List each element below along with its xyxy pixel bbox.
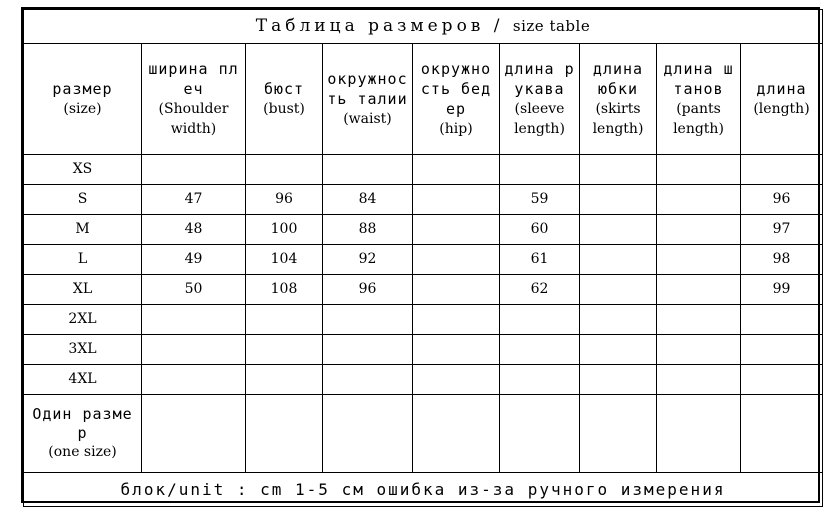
table-cell-shoulder: 47 bbox=[142, 185, 246, 215]
size-table-sheet bbox=[21, 7, 820, 503]
table-cell-shoulder bbox=[142, 305, 246, 335]
table-cell-sleeve: 59 bbox=[500, 185, 580, 215]
table-title-ru: Таблица размеров / bbox=[255, 16, 513, 36]
table-cell-length: 99 bbox=[741, 275, 823, 305]
table-cell-sleeve: 62 bbox=[500, 275, 580, 305]
header-hip: окружность бедер (hip) bbox=[413, 44, 500, 155]
table-cell-shoulder bbox=[142, 365, 246, 395]
table-cell-skirt bbox=[580, 245, 657, 275]
table-cell-length: 97 bbox=[741, 215, 823, 245]
table-row bbox=[24, 155, 823, 185]
header-skirt: длина юбки (skirts length) bbox=[580, 44, 657, 155]
table-cell-pants bbox=[657, 365, 741, 395]
table-cell-pants bbox=[657, 155, 741, 185]
table-cell-waist: 96 bbox=[323, 275, 413, 305]
table-cell-hip bbox=[413, 185, 500, 215]
table-row bbox=[24, 305, 823, 335]
header-size: размер (size) bbox=[24, 44, 142, 155]
table-cell-skirt bbox=[580, 335, 657, 365]
table-cell-bust: 96 bbox=[246, 185, 323, 215]
table-cell bbox=[741, 395, 823, 473]
table-cell-bust bbox=[246, 335, 323, 365]
size-label: 3XL bbox=[24, 335, 142, 365]
table-cell bbox=[580, 395, 657, 473]
table-cell-waist: 92 bbox=[323, 245, 413, 275]
table-cell-bust: 100 bbox=[246, 215, 323, 245]
table-row bbox=[24, 245, 823, 275]
header-waist: окружность талии (waist) bbox=[323, 44, 413, 155]
table-cell bbox=[246, 395, 323, 473]
table-row bbox=[24, 215, 823, 245]
table-cell-skirt bbox=[580, 305, 657, 335]
table-title bbox=[24, 10, 823, 44]
table-cell-bust bbox=[246, 365, 323, 395]
table-cell-waist: 84 bbox=[323, 185, 413, 215]
table-cell-sleeve bbox=[500, 305, 580, 335]
size-label: 2XL bbox=[24, 305, 142, 335]
table-cell-sleeve bbox=[500, 155, 580, 185]
table-cell-waist: 88 bbox=[323, 215, 413, 245]
table-cell-length: 96 bbox=[741, 185, 823, 215]
table-cell-sleeve bbox=[500, 335, 580, 365]
size-label: S bbox=[24, 185, 142, 215]
table-cell-length: 98 bbox=[741, 245, 823, 275]
table-cell-hip bbox=[413, 245, 500, 275]
table-cell-shoulder: 50 bbox=[142, 275, 246, 305]
table-cell-waist bbox=[323, 335, 413, 365]
table-cell-shoulder: 49 bbox=[142, 245, 246, 275]
table-cell-hip bbox=[413, 155, 500, 185]
table-cell-bust: 108 bbox=[246, 275, 323, 305]
table-cell-length bbox=[741, 365, 823, 395]
header-bust: бюст (bust) bbox=[246, 44, 323, 155]
table-cell-skirt bbox=[580, 365, 657, 395]
size-label: L bbox=[24, 245, 142, 275]
table-cell-length bbox=[741, 155, 823, 185]
table-cell-hip bbox=[413, 335, 500, 365]
table-cell-shoulder: 48 bbox=[142, 215, 246, 245]
table-cell-length bbox=[741, 305, 823, 335]
table-row bbox=[24, 185, 823, 215]
table-row bbox=[24, 335, 823, 365]
table-cell-bust: 104 bbox=[246, 245, 323, 275]
table-cell-pants bbox=[657, 185, 741, 215]
table-cell-sleeve: 61 bbox=[500, 245, 580, 275]
size-label: 4XL bbox=[24, 365, 142, 395]
table-footer-note: блок/unit : cm 1-5 см ошибка из-за ручного измерения bbox=[24, 473, 823, 507]
table-cell bbox=[323, 395, 413, 473]
table-cell-shoulder bbox=[142, 155, 246, 185]
table-cell-hip bbox=[413, 365, 500, 395]
table-cell bbox=[142, 395, 246, 473]
one-size-label: Один размер (one size) bbox=[24, 395, 142, 473]
table-cell-skirt bbox=[580, 185, 657, 215]
table-cell-skirt bbox=[580, 155, 657, 185]
header-pants: длина штанов (pants length) bbox=[657, 44, 741, 155]
size-label: M bbox=[24, 215, 142, 245]
table-cell-pants bbox=[657, 275, 741, 305]
table-cell-shoulder bbox=[142, 335, 246, 365]
table-cell-pants bbox=[657, 305, 741, 335]
table-cell-waist bbox=[323, 365, 413, 395]
size-label: XS bbox=[24, 155, 142, 185]
size-table bbox=[23, 9, 823, 507]
header-shoulder: ширина плеч (Shoulder width) bbox=[142, 44, 246, 155]
header-length: длина (length) bbox=[741, 44, 823, 155]
table-cell-sleeve: 60 bbox=[500, 215, 580, 245]
table-cell bbox=[413, 395, 500, 473]
table-cell-hip bbox=[413, 215, 500, 245]
table-cell-skirt bbox=[580, 215, 657, 245]
table-cell bbox=[500, 395, 580, 473]
table-cell-hip bbox=[413, 305, 500, 335]
table-row bbox=[24, 365, 823, 395]
table-cell-sleeve bbox=[500, 365, 580, 395]
table-cell-pants bbox=[657, 215, 741, 245]
table-cell-waist bbox=[323, 305, 413, 335]
table-title-en: size table bbox=[512, 17, 591, 35]
table-row bbox=[24, 275, 823, 305]
size-label: XL bbox=[24, 275, 142, 305]
table-cell bbox=[657, 395, 741, 473]
table-cell-bust bbox=[246, 305, 323, 335]
table-cell-skirt bbox=[580, 275, 657, 305]
table-cell-bust bbox=[246, 155, 323, 185]
table-cell-pants bbox=[657, 335, 741, 365]
table-cell-waist bbox=[323, 155, 413, 185]
table-cell-hip bbox=[413, 275, 500, 305]
table-cell-length bbox=[741, 335, 823, 365]
table-cell-pants bbox=[657, 245, 741, 275]
header-sleeve: длина рукава (sleeve length) bbox=[500, 44, 580, 155]
